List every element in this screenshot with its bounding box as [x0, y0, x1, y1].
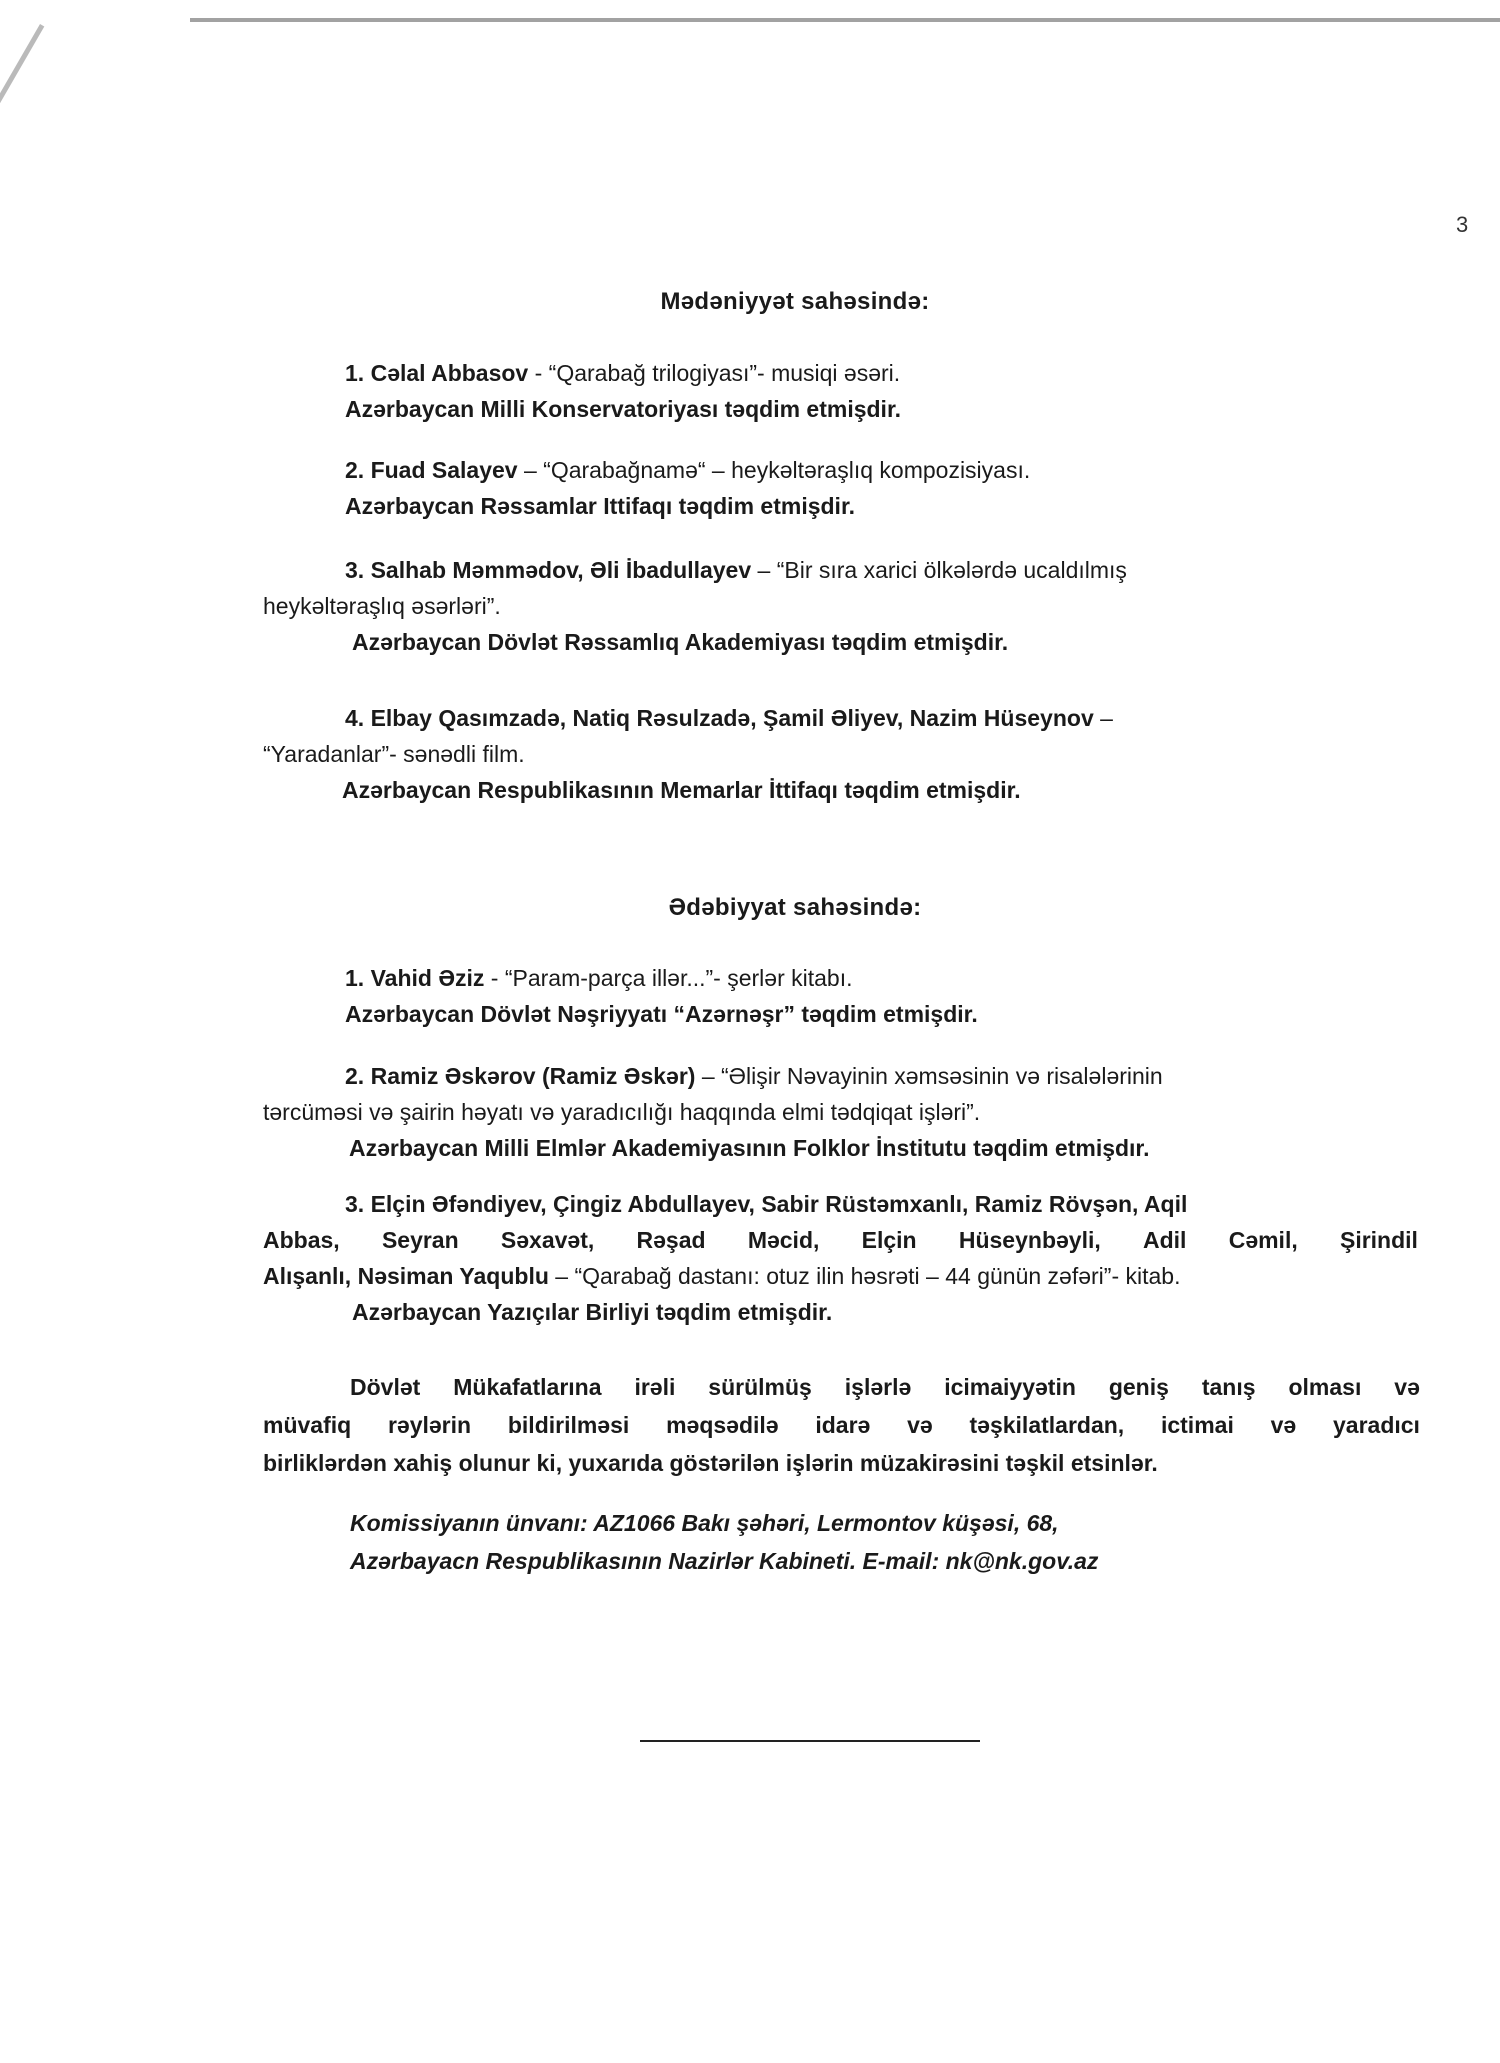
word: Səxavət, [500, 1227, 595, 1253]
word: və [907, 1412, 933, 1438]
word: irəli [634, 1374, 676, 1400]
word: Mükafatlarına [453, 1374, 602, 1400]
closing-line-1 [350, 1368, 1420, 1406]
word: və [1394, 1374, 1420, 1400]
entry-authors: Fuad Salayev [370, 457, 518, 483]
literature-entry-2 [263, 1058, 1163, 1166]
entry-work: – “Qarabağnamə“ – heykəltəraşlıq kompozisiyası. [517, 457, 1031, 483]
entry-presenter: Azərbaycan Rəssamlar Ittifaqı təqdim etmişdir. [345, 493, 856, 519]
entry-authors-line-3: Alışanlı, Nəsiman Yaqublu [263, 1263, 549, 1289]
entry-authors: Salhab Məmmədov, Əli İbadullayev [370, 557, 752, 583]
culture-heading: Mədəniyyət sahəsində: [660, 288, 930, 315]
closing-line-2 [263, 1406, 1420, 1444]
word: ictimai [1160, 1412, 1234, 1438]
word: yaradıcı [1333, 1412, 1420, 1438]
entry-number: 3. [345, 557, 365, 583]
culture-entry-4 [263, 700, 1113, 808]
entry-work: - “Qarabağ trilogiyası”- musiqi əsəri. [528, 360, 901, 386]
entry-authors: Elbay Qasımzadə, Natiq Rəsulzadə, Şamil Əliyev, Nazim Hüseynov [370, 705, 1094, 731]
address-line-2: Azərbayacn Respublikasının Nazirlər Kabineti. E-mail: nk@nk.gov.az [350, 1548, 1099, 1574]
entry-work-continued: tərcüməsi və şairin həyatı və yaradıcılığı haqqında elmi tədqiqat işləri”. [263, 1099, 981, 1125]
entry-number: 1. [345, 965, 365, 991]
word: müvafiq [263, 1412, 352, 1438]
entry-work-continued: “Yaradanlar”- sənədli film. [263, 741, 525, 767]
address-line-1: Komissiyanın ünvanı: AZ1066 Bakı şəhəri, Lermontov küşəsi, 68, [350, 1510, 1059, 1536]
word: tanış [1201, 1374, 1256, 1400]
word: Seyran [381, 1227, 459, 1253]
word: rəylərin [387, 1412, 472, 1438]
entry-presenter: Azərbaycan Dövlət Rəssamlıq Akademiyası təqdim etmişdir. [352, 629, 1009, 655]
entry-work: – “Qarabağ dastanı: otuz ilin həsrəti – 44 günün zəfəri”- kitab. [548, 1263, 1181, 1289]
word: Dövlət [350, 1374, 421, 1400]
literature-heading: Ədəbiyyat sahəsində: [668, 894, 922, 921]
word: geniş [1108, 1374, 1169, 1400]
entry-presenter: Azərbaycan Dövlət Nəşriyyatı “Azərnəşr” təqdim etmişdir. [345, 1001, 978, 1027]
entry-presenter: Azərbaycan Milli Konservatoriyası təqdim etmişdir. [345, 396, 902, 422]
word: Məcid, [747, 1227, 820, 1253]
culture-entry-3 [263, 552, 1127, 660]
scan-left-edge [0, 24, 244, 401]
word: Abbas, [263, 1227, 340, 1253]
entry-number: 2. [345, 1063, 365, 1089]
word: məqsədilə [666, 1412, 779, 1438]
entry-work: – [1093, 705, 1113, 731]
word: Hüseynbəyli, [958, 1227, 1101, 1253]
word: təşkilatlardan, [969, 1412, 1125, 1438]
entry-work: – “Əlişir Nəvayinin xəmsəsinin və risalələrinin [695, 1063, 1163, 1089]
commission-address [350, 1504, 1098, 1580]
entry-authors: Cəlal Abbasov [370, 360, 529, 386]
word: Adil [1143, 1227, 1187, 1253]
entry-presenter: Azərbaycan Yazıçılar Birliyi təqdim etmişdir. [352, 1299, 833, 1325]
word: icimaiyyətin [944, 1374, 1076, 1400]
literature-entry-1 [345, 960, 978, 1032]
entry-number: 4. [345, 705, 365, 731]
closing-line-3: birliklərdən xahiş olunur ki, yuxarıda göstərilən işlərin müzakirəsini təşkil etsinlər. [263, 1450, 1158, 1476]
word: Elçin [861, 1227, 917, 1253]
entry-work: - “Param-parça illər...”- şerlər kitabı. [484, 965, 853, 991]
end-divider [640, 1740, 980, 1742]
word: Rəşad [636, 1227, 706, 1253]
entry-authors-line-2 [263, 1222, 1418, 1258]
entry-authors: Ramiz Əskərov (Ramiz Əskər) [370, 1063, 696, 1089]
word: olması [1288, 1374, 1362, 1400]
entry-presenter: Azərbaycan Milli Elmlər Akademiyasının Folklor İnstitutu təqdim etmişdır. [349, 1135, 1150, 1161]
word: bildirilməsi [507, 1412, 630, 1438]
entry-presenter: Azərbaycan Respublikasının Memarlar İttifaqı təqdim etmişdir. [342, 777, 1021, 803]
culture-entry-2 [345, 452, 1030, 524]
entry-authors: Vahid Əziz [370, 965, 485, 991]
entry-work: – “Bir sıra xarici ölkələrdə ucaldılmış [751, 557, 1127, 583]
closing-paragraph [263, 1368, 1420, 1482]
word: işlərlə [844, 1374, 912, 1400]
scan-top-edge [190, 18, 1500, 32]
page-number: 3 [1456, 212, 1469, 237]
word: sürülmüş [708, 1374, 812, 1400]
entry-number: 3. [345, 1191, 365, 1217]
word: Cəmil, [1228, 1227, 1298, 1253]
entry-work-continued: heykəltəraşlıq əsərləri”. [263, 593, 501, 619]
entry-number: 1. [345, 360, 365, 386]
word: Şirindil [1339, 1227, 1418, 1253]
literature-entry-3 [263, 1186, 1418, 1330]
entry-authors: Elçin Əfəndiyev, Çingiz Abdullayev, Sabir Rüstəmxanlı, Ramiz Rövşən, Aqil [370, 1191, 1188, 1217]
entry-number: 2. [345, 457, 365, 483]
word: idarə [815, 1412, 871, 1438]
word: və [1270, 1412, 1297, 1438]
culture-entry-1 [345, 355, 901, 427]
